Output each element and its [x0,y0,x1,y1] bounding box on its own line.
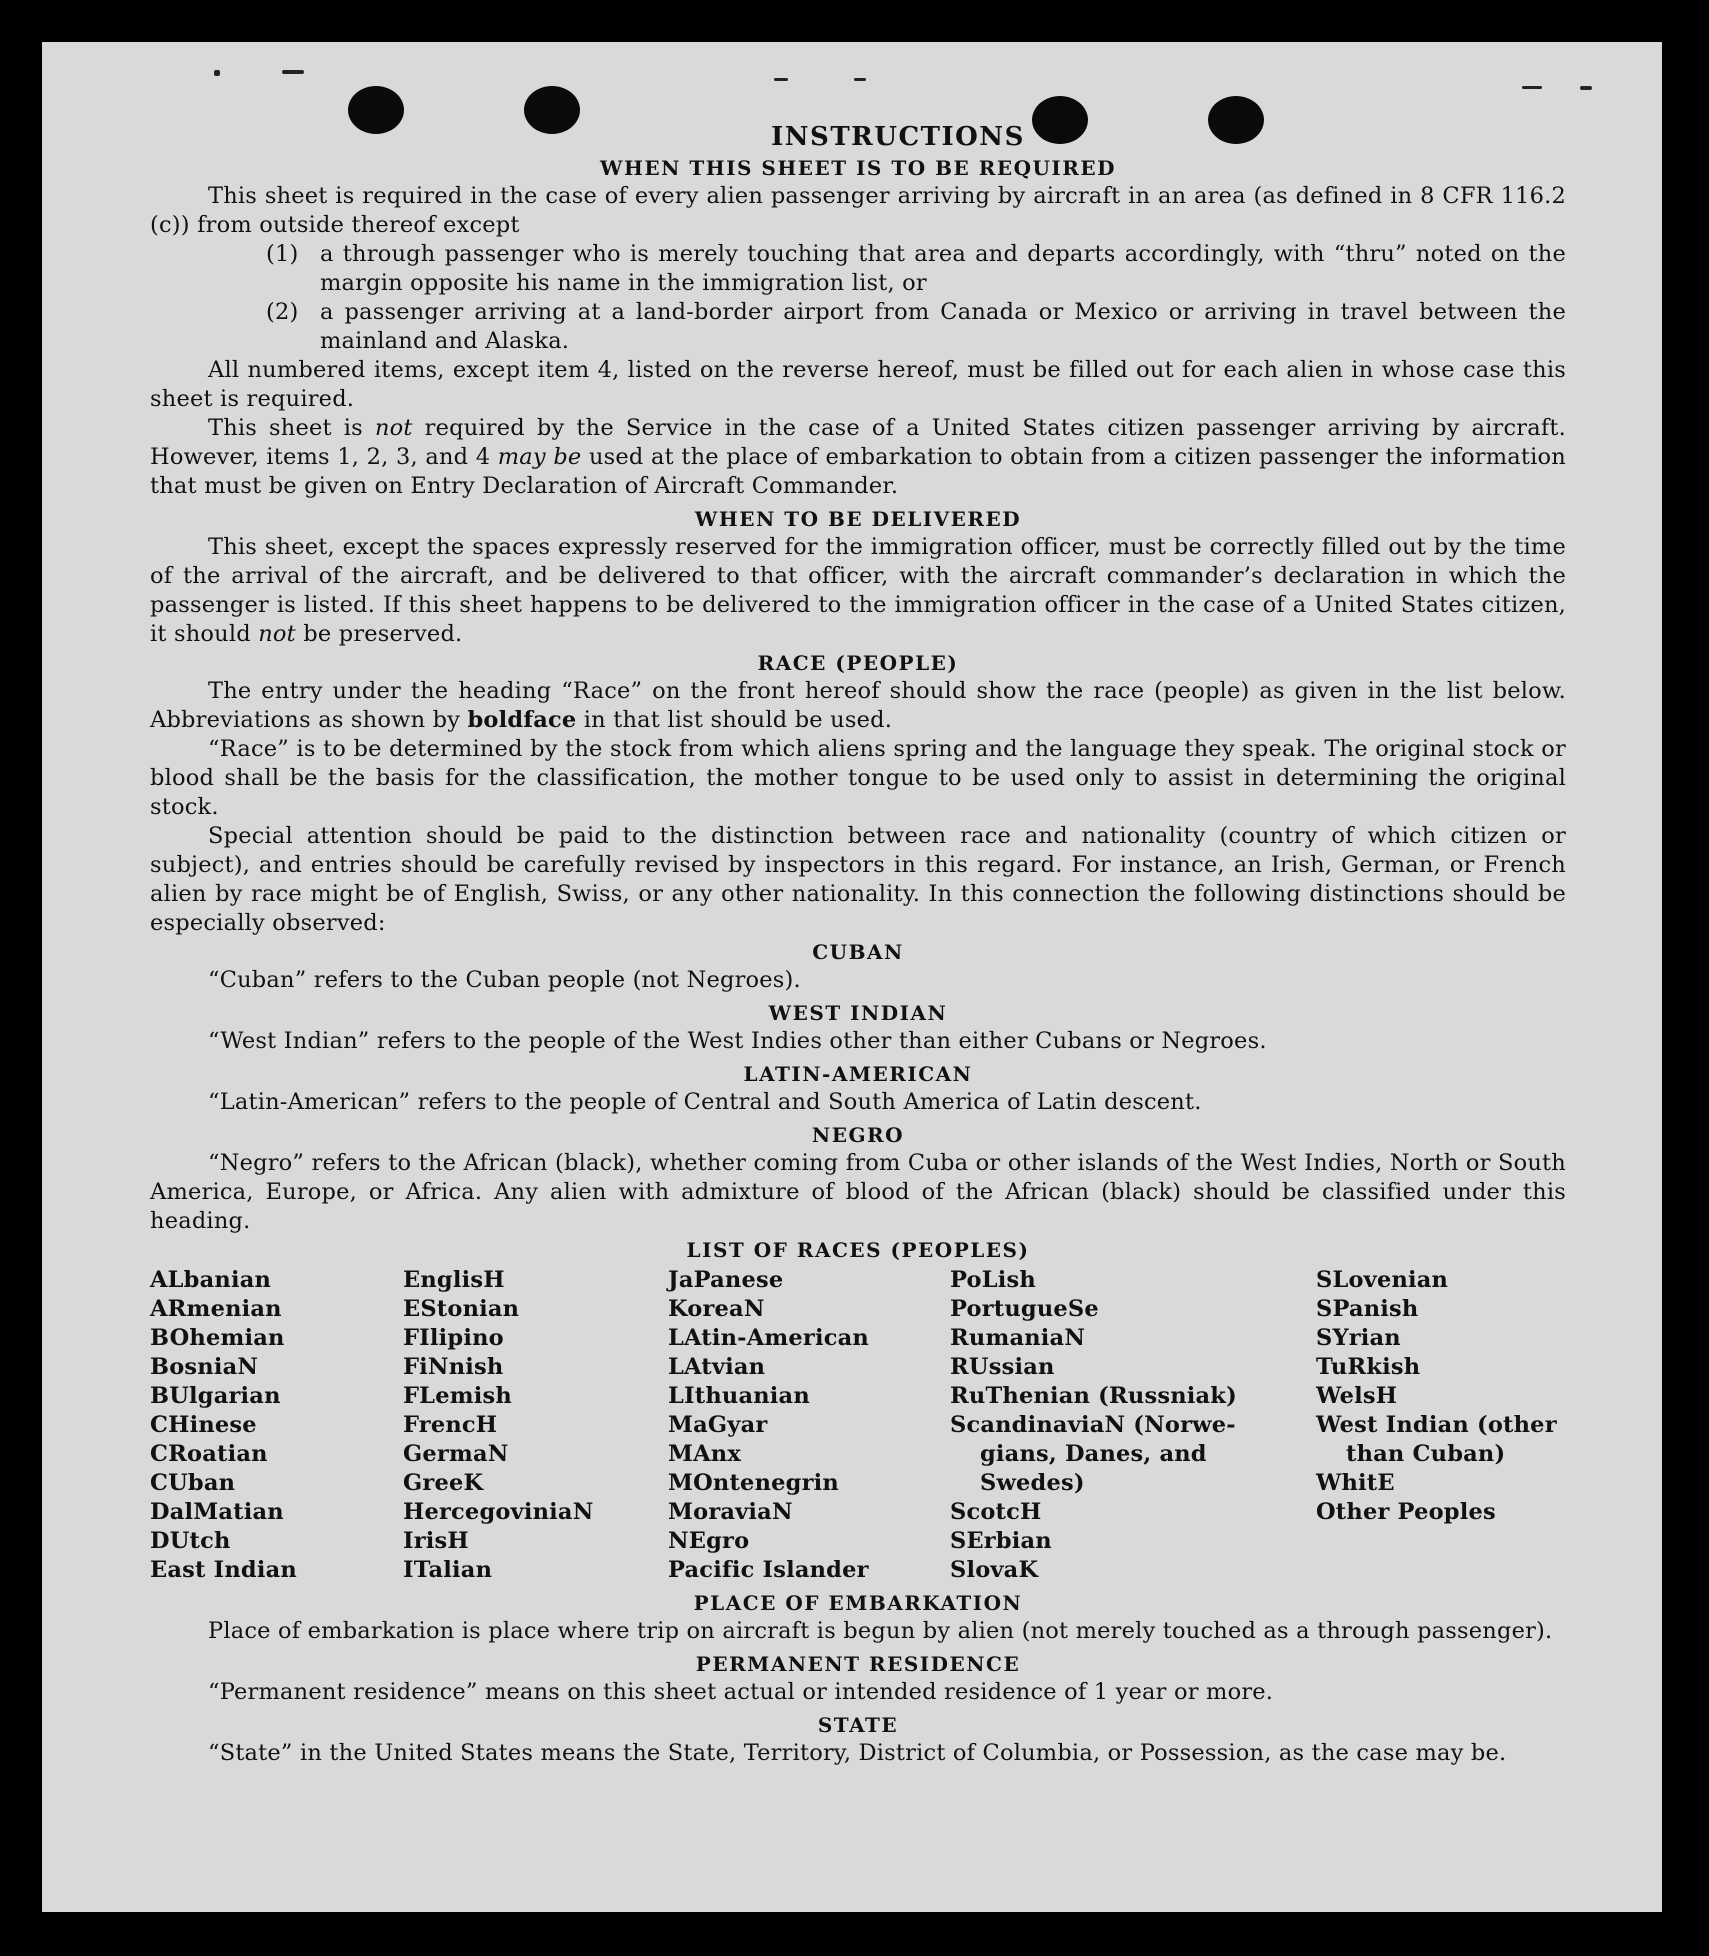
race-entry: West Indian (other [1316,1412,1557,1438]
required-intro: This sheet is required in the case of every alien passenger arriving by aircraft in an area (as defined in 8 CFR 116.2 (c)) from outside thereof except [150,183,1566,238]
race-entry: Pacific Islander [668,1557,869,1583]
race-entry: SLovenian [1316,1267,1449,1293]
race-entry: CUban [150,1470,236,1496]
heading-cuban: CUBAN [812,940,904,964]
race-entry: ALbanian [150,1267,272,1293]
race-entry: RUssian [950,1354,1055,1380]
speck [774,78,788,81]
race-entry: BUlgarian [150,1383,281,1409]
race-entry: KoreaN [668,1296,765,1322]
race-entry: NEgro [668,1528,750,1554]
race-entry: WhitE [1316,1470,1395,1496]
races-column [950,1266,1316,1585]
race-entry: IrisH [403,1528,469,1554]
races-column [1316,1266,1566,1585]
item-text: a passenger arriving at a land-border airport from Canada or Mexico or arriving in travel between the mainland and Alaska. [320,299,1566,354]
embarkation-text: Place of embarkation is place where trip on aircraft is begun by alien (not merely touched as a through passenger). [208,1618,1553,1644]
heading-state: STATE [817,1713,899,1737]
race-entry: BosniaN [150,1354,259,1380]
exception-item [266,240,1566,298]
race-entry: SlovaK [950,1557,1039,1583]
race-entry: MOntenegrin [668,1470,839,1496]
race-entry: ScotcH [950,1499,1042,1525]
race-entry: FrencH [403,1412,498,1438]
heading-race: RACE (PEOPLE) [757,651,959,675]
race-entry: FIlipino [403,1325,504,1351]
speck [1522,86,1542,89]
heading-west-indian: WEST INDIAN [768,1001,948,1025]
race-entry: SErbian [950,1528,1052,1554]
race-entry: ITalian [403,1557,493,1583]
negro-text: “Negro” refers to the African (black), whether coming from Cuba or other islands of the West Indies, North or South America, Europe, or Africa. Any alien with admixture of blood of the African (black) should be classified under this heading. [150,1150,1566,1234]
race-entry: RumaniaN [950,1325,1086,1351]
item-text: a through passenger who is merely touching that area and departs accordingly, with “thru” noted on the margin opposite his name in the immigration list, or [320,241,1566,296]
race-entry: GermaN [403,1441,509,1467]
item-number: (1) [266,241,299,267]
instructions-body [150,120,1566,1768]
race-entry: WelsH [1316,1383,1398,1409]
required-para-2: All numbered items, except item 4, listed on the reverse hereof, must be filled out for each alien in whose case this sheet is required. [150,357,1566,412]
race-entry: MoraviaN [668,1499,793,1525]
heading-embarkation: PLACE OF EMBARKATION [693,1591,1023,1615]
residence-text: “Permanent residence” means on this sheet actual or intended residence of 1 year or more. [208,1679,1274,1705]
cuban-text: “Cuban” refers to the Cuban people (not Negroes). [208,967,801,993]
heading-residence: PERMANENT RESIDENCE [695,1652,1021,1676]
races-column [150,1266,403,1585]
race-entry: LAtin-American [668,1325,869,1351]
state-text: “State” in the United States means the State, Territory, District of Columbia, or Possession, as the case may be. [208,1740,1507,1766]
races-list [150,1266,1566,1585]
speck [214,70,220,76]
west-indian-text: “West Indian” refers to the people of the West Indies other than either Cubans or Negroes. [208,1028,1267,1054]
latin-american-text: “Latin-American” refers to the people of Central and South America of Latin descent. [208,1089,1202,1115]
race-para-2: “Race” is to be determined by the stock from which aliens spring and the language they speak. The original stock or blood shall be the basis for the classification, the mother tongue to be used only to assist in determining the original stock. [150,736,1566,820]
race-entry: SYrian [1316,1325,1401,1351]
exception-item [266,298,1566,356]
item-number: (2) [266,299,299,325]
race-entry: RuThenian (Russniak) [950,1383,1237,1409]
race-entry: PoLish [950,1267,1036,1293]
heading-required: WHEN THIS SHEET IS TO BE REQUIRED [600,156,1116,180]
heading-negro: NEGRO [811,1123,905,1147]
page-title: INSTRUCTIONS [771,122,1025,152]
race-entry: MAnx [668,1441,741,1467]
delivered-text: This sheet, except the spaces expressly reserved for the immigration officer, must be correctly filled out by the time of the arrival of the aircraft, and be delivered to that officer, with the aircraft commander’s declaration in which the passenger is listed. If this sheet happens to be delivered to the immigration officer in the case of a United States citizen, it should not be preserved. [150,534,1566,647]
race-entry: EStonian [403,1296,520,1322]
heading-delivered: WHEN TO BE DELIVERED [694,507,1022,531]
races-column [668,1266,950,1585]
race-entry: East Indian [150,1557,297,1583]
speck [1580,86,1592,90]
heading-latin-american: LATIN-AMERICAN [743,1062,973,1086]
required-para-3: This sheet is not required by the Service in the case of a United States citizen passenger arriving by aircraft. However, items 1, 2, 3, and 4 may be used at the place of embarkation to obtain from a citizen passenger the information that must be given on Entry Declaration of Aircraft Commander. [150,415,1566,499]
race-entry: JaPanese [668,1267,784,1293]
heading-list-of-races: LIST OF RACES (PEOPLES) [686,1238,1030,1262]
document-page [42,42,1662,1912]
race-entry: ARmenian [150,1296,282,1322]
race-entry: CHinese [150,1412,257,1438]
race-entry: ScandinaviaN (Norwe- [950,1412,1236,1438]
race-entry: DUtch [150,1528,231,1554]
race-entry: GreeK [403,1470,484,1496]
race-entry: SPanish [1316,1296,1419,1322]
race-entry: than Cuban) [1346,1441,1506,1467]
race-para-3: Special attention should be paid to the distinction between race and nationality (country of which citizen or subject), and entries should be carefully revised by inspectors in this regard. For instance, an Irish, German, or French alien by race might be of English, Swiss, or any other nationality. In this connection the following distinctions should be especially observed: [150,823,1566,936]
race-entry: Other Peoples [1316,1499,1496,1525]
race-entry: PortugueSe [950,1296,1099,1322]
race-entry: LAtvian [668,1354,766,1380]
race-para-1: The entry under the heading “Race” on the front hereof should show the race (people) as given in the list below. Abbreviations as shown by boldface in that list should be used. [150,678,1566,733]
race-entry: FLemish [403,1383,512,1409]
races-column [403,1266,668,1585]
race-entry: TuRkish [1316,1354,1421,1380]
race-entry: MaGyar [668,1412,768,1438]
race-entry: BOhemian [150,1325,285,1351]
race-entry: CRoatian [150,1441,268,1467]
race-entry: gians, Danes, and [980,1441,1207,1467]
race-entry: EnglisH [403,1267,505,1293]
race-entry: DalMatian [150,1499,284,1525]
race-entry: FiNnish [403,1354,504,1380]
race-entry: LIthuanian [668,1383,810,1409]
race-entry: HercegoviniaN [403,1499,594,1525]
race-entry: Swedes) [980,1470,1085,1496]
speck [282,70,304,74]
speck [854,78,866,81]
